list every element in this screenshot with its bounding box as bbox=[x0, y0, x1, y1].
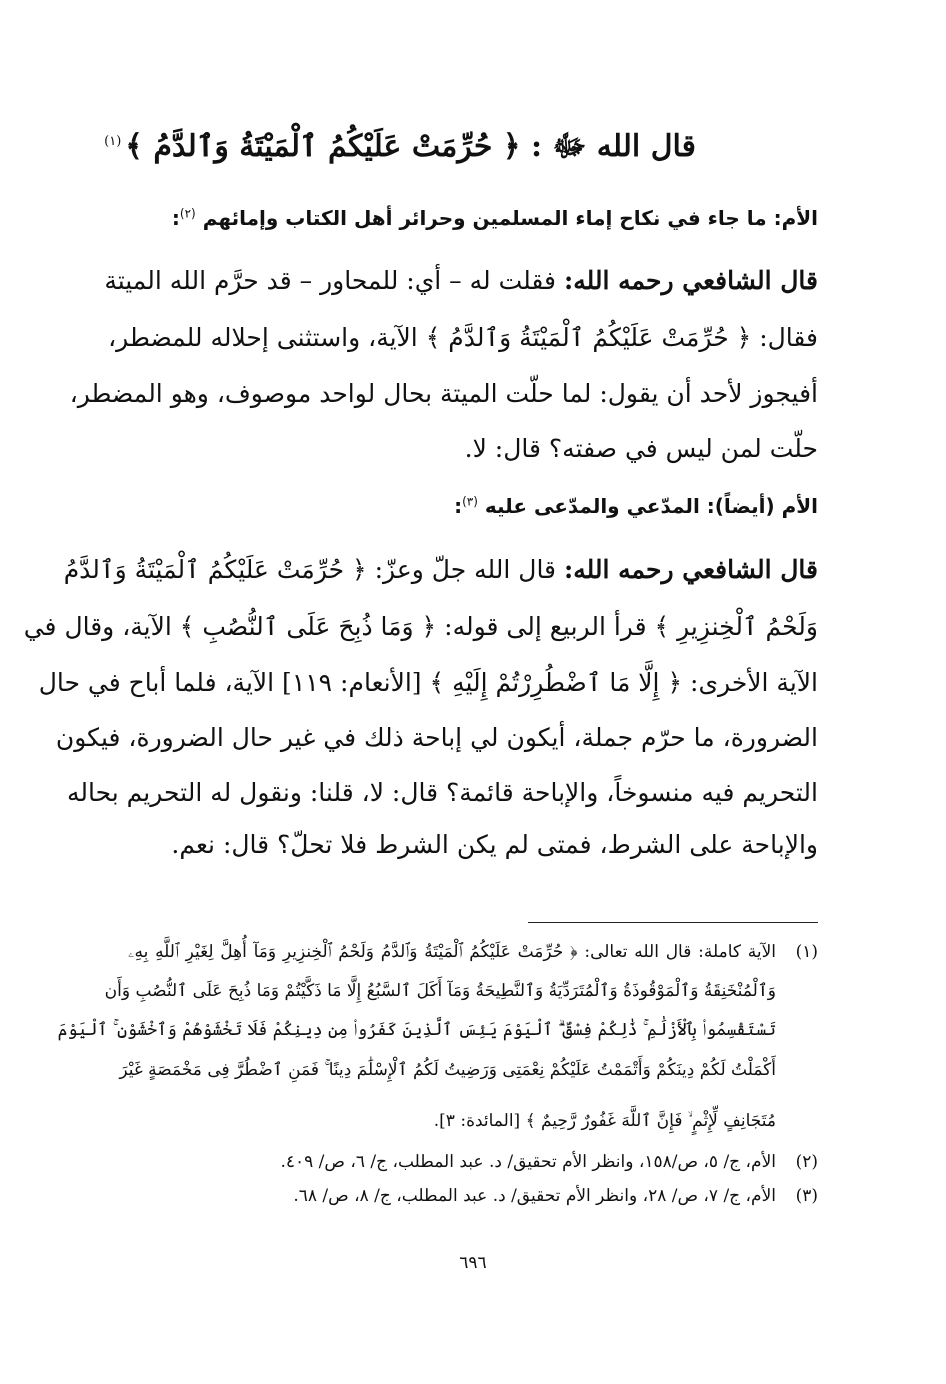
footnote-2-number: (٢) bbox=[795, 1152, 818, 1172]
line-text: الآية الأخرى: ﴿ إِلَّا مَا ٱضْطُرِرْتُمْ إِلَيْهِ ﴾ [الأنعام: ١١٩] الآية، فلما أباح في حال bbox=[38, 668, 818, 697]
line-text: حلّت لمن ليس في صفته؟ قال: لا. bbox=[464, 434, 818, 463]
footnote-1-number: (١) bbox=[795, 942, 818, 962]
line-text: والإباحة على الشرط، فمتى لم يكن الشرط فلا تحلّ؟ قال: نعم. bbox=[171, 830, 818, 859]
footnote-divider bbox=[528, 922, 818, 923]
line-text: أفيجوز لأحد أن يقول: لما حلّت الميتة بحال لواحد موصوف، وهو المضطر، bbox=[69, 379, 818, 408]
section2-line-2 bbox=[23, 612, 818, 641]
footnote-text: أَكْمَلْتُ لَكُمْ دِينَكُمْ وَأَتْمَمْتُ عَلَيْكُمْ نِعْمَتِى وَرَضِيتُ لَكُمُ ٱلْإِسْلَٰمَ دِينًا ۚ فَمَنِ ٱضْطُرَّ فِى مَخْمَصَةٍ غَيْرَ bbox=[119, 1060, 776, 1080]
line-text: فقلت له – أي: للمحاور – قد حرَّم الله الميتة bbox=[104, 266, 564, 295]
line-text: الضرورة، ما حرّم جملة، أيكون لي إباحة ذلك في غير حال الضرورة، فيكون bbox=[55, 723, 818, 752]
footnote-text: الأم، ج/ ٧، ص/ ٢٨، وانظر الأم تحقيق/ د. عبد المطلب، ج/ ٨، ص/ ٦٨. bbox=[293, 1186, 776, 1206]
title-text: قال الله ﷻ : ﴿ حُرِّمَتْ عَلَيْكُمُ ٱلْمَيْتَةُ وَٱلدَّمُ ﴾ bbox=[125, 129, 696, 164]
line-text: فقال: ﴿ حُرِّمَتْ عَلَيْكُمُ ٱلْمَيْتَةُ وَٱلدَّمُ ﴾ الآية، واستثنى إحلاله للمضطر، bbox=[108, 323, 818, 352]
section2-footnote-ref: (٣) bbox=[462, 494, 478, 509]
section1-line-4 bbox=[128, 436, 818, 461]
footnote-3-number: (٣) bbox=[795, 1186, 818, 1206]
page-number: ٦٩٦ bbox=[459, 1253, 487, 1273]
section1-footnote-ref: (٢) bbox=[179, 206, 196, 221]
section2-line-4 bbox=[55, 723, 818, 752]
section1-heading-text: الأم: ما جاء في نكاح إماء المسلمين وحرائر أهل الكتاب وإمائهم bbox=[202, 206, 818, 230]
section2-heading bbox=[454, 494, 818, 518]
footnote-1-line-4 bbox=[119, 1059, 776, 1080]
footnote-1-line-1 bbox=[128, 942, 818, 962]
page-title bbox=[104, 128, 696, 171]
footnote-3 bbox=[128, 1186, 818, 1206]
section1-heading-tail: : bbox=[171, 206, 180, 230]
section2-line-1 bbox=[63, 555, 818, 584]
section1-line-3 bbox=[69, 379, 818, 408]
footnote-1-line-2 bbox=[104, 980, 776, 1001]
section2-heading-tail: : bbox=[454, 494, 463, 518]
footnote-1-line-3 bbox=[57, 1019, 776, 1040]
footnote-text: الأم، ج/ ٥، ص/١٥٨، وانظر الأم تحقيق/ د. عبد المطلب، ج/ ٦، ص/ ٤٠٩. bbox=[280, 1152, 776, 1172]
speaker-label: قال الشافعي رحمه الله: bbox=[563, 266, 818, 295]
section1-heading bbox=[172, 206, 818, 230]
section2-line-5 bbox=[66, 778, 818, 807]
footnote-text: مُتَجَانِفٍ لِّإِثْمٍ ۙ فَإِنَّ ٱللَّهَ غَفُورٌ رَّحِيمٌ ﴾ [المائدة: ٣]. bbox=[433, 1111, 776, 1131]
footnote-text: الآية كاملة: قال الله تعالى: ﴿ حُرِّمَتْ عَلَيْكُمُ ٱلْمَيْتَةُ وَٱلدَّمُ وَلَحْمُ ٱلْخِنزِيرِ وَمَآ أُهِلَّ لِغَيْرِ ٱللَّهِ بِهِۦ bbox=[128, 942, 776, 962]
line-text: التحريم فيه منسوخاً، والإباحة قائمة؟ قال: لا، قلنا: ونقول له التحريم بحاله bbox=[66, 778, 818, 807]
section1-line-1 bbox=[104, 266, 818, 295]
section2-heading-text: الأم (أيضاً): المدّعي والمدّعى عليه bbox=[484, 494, 818, 518]
line-text: وَلَحْمُ ٱلْخِنزِيرِ ﴾ قرأ الربيع إلى قوله: ﴿ وَمَا ذُبِحَ عَلَى ٱلنُّصُبِ ﴾ الآية، وقال في bbox=[23, 612, 818, 641]
speaker-label: قال الشافعي رحمه الله: bbox=[563, 555, 818, 584]
title-footnote-ref: (١) bbox=[104, 134, 122, 149]
footnote-text: وَٱلْمُنْخَنِقَةُ وَٱلْمَوْقُوذَةُ وَٱلْمُتَرَدِّيَةُ وَٱلنَّطِيحَةُ وَمَآ أَكَلَ ٱلسَّبُعُ إِلَّا مَا ذَكَّيْتُمْ وَمَا ذُبِحَ عَلَى ٱلنُّصُبِ وَأَن bbox=[104, 981, 776, 1001]
section2-line-3 bbox=[38, 668, 818, 697]
footnote-1-line-5 bbox=[128, 1110, 776, 1131]
footnote-2 bbox=[128, 1152, 818, 1172]
line-text: قال الله جلّ وعزّ: ﴿ حُرِّمَتْ عَلَيْكُمُ ٱلْمَيْتَةُ وَٱلدَّمُ bbox=[63, 555, 564, 584]
section2-line-6 bbox=[128, 832, 818, 857]
section1-line-2 bbox=[108, 323, 818, 352]
footnote-text: تَسْتَقْسِمُوا۟ بِٱلْأَزْلَٰمِ ۚ ذَٰلِكُمْ فِسْقٌ ۗ ٱلْيَوْمَ يَئِسَ ٱلَّذِينَ كَفَرُوا۟ مِن دِينِكُمْ فَلَا تَخْشَوْهُمْ وَٱخْشَوْنِ ۚ ٱلْيَوْمَ bbox=[57, 1020, 776, 1040]
